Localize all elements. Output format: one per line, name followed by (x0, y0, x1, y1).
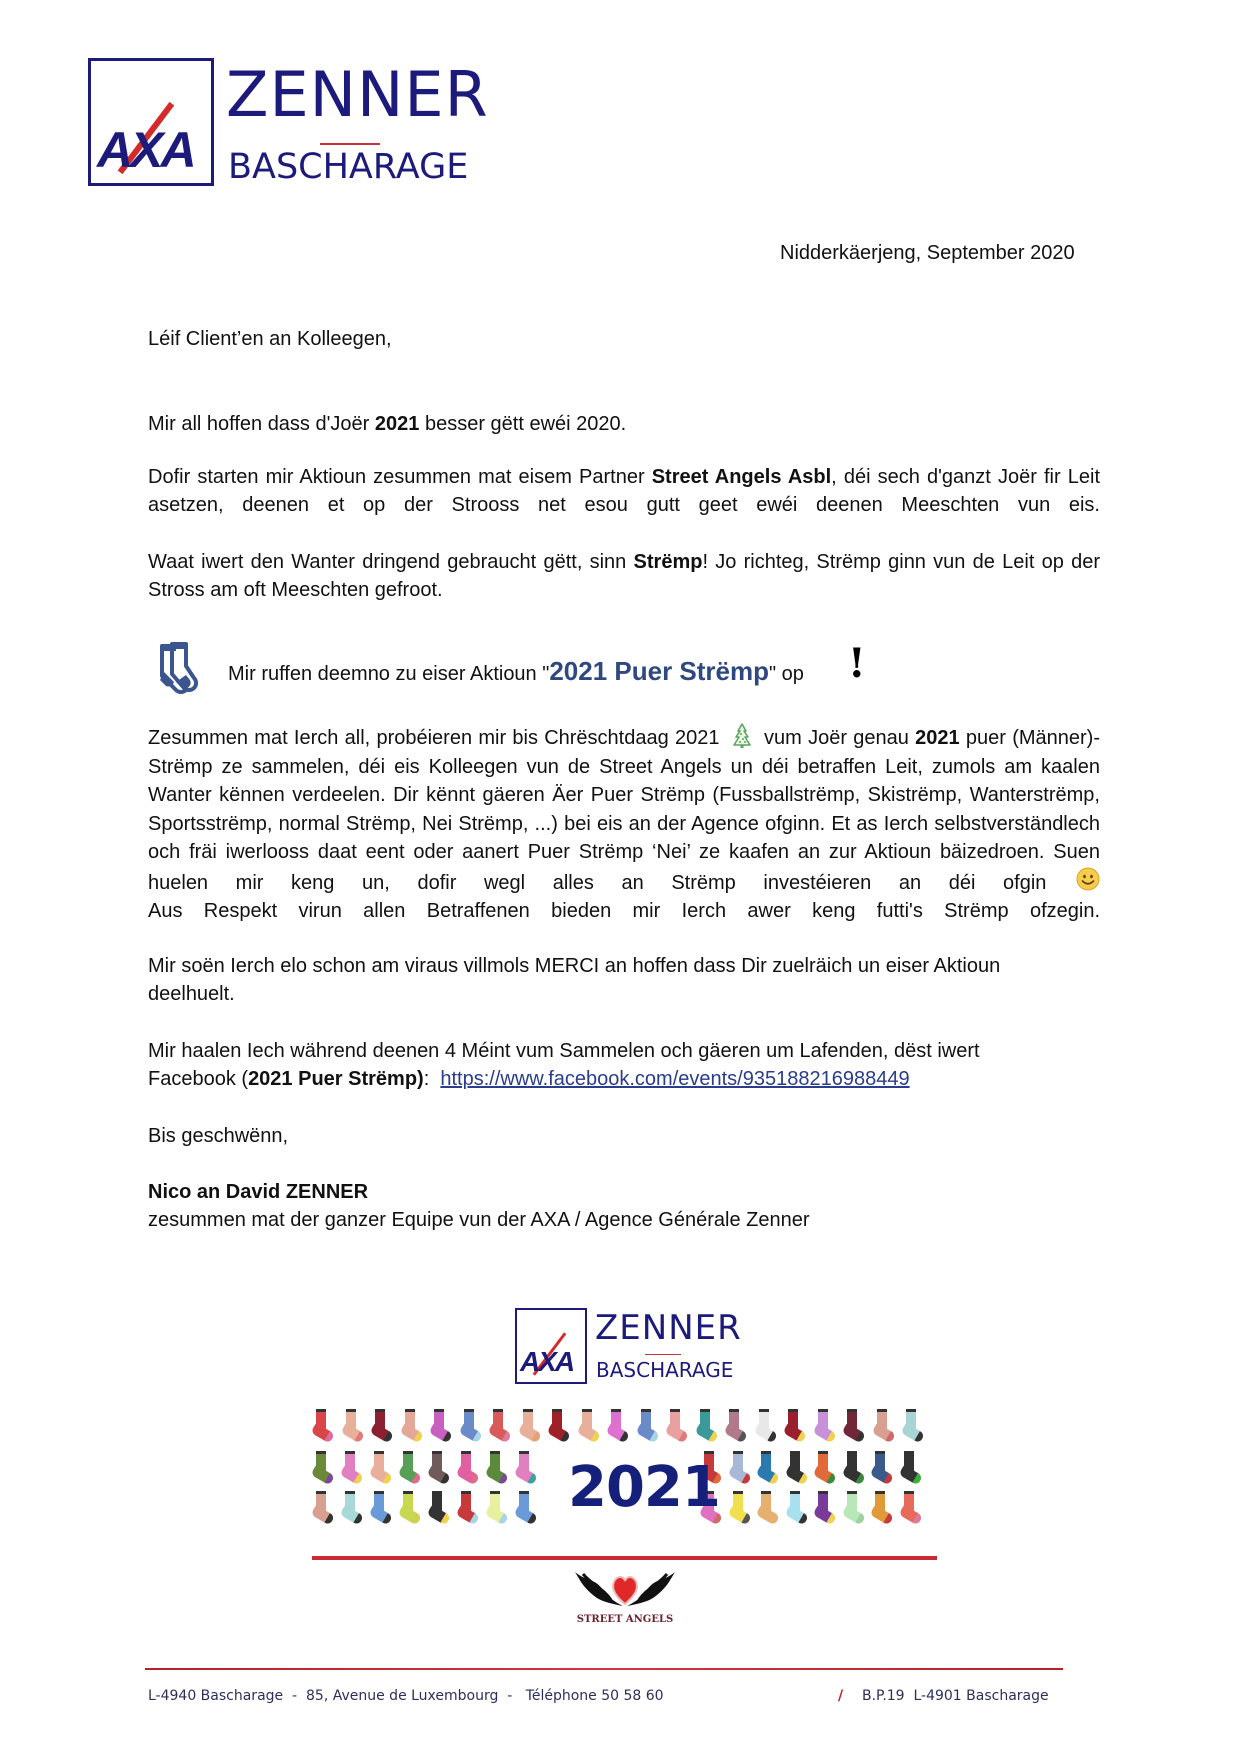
sock-foot (665, 1423, 690, 1444)
sock-icon (875, 1409, 891, 1437)
sock-cuff (432, 1451, 442, 1454)
sock-icon (372, 1451, 388, 1479)
p6-bold-campaign: 2021 Puer Strëmp) (248, 1068, 424, 1090)
footer-po-box: B.P.19 L-4901 Bascharage (862, 1688, 1049, 1704)
sock-cuff (345, 1451, 355, 1454)
sock-cuff (316, 1409, 326, 1412)
sock-foot (311, 1505, 336, 1526)
p1-text-2: besser gëtt ewéi 2020. (419, 413, 627, 435)
sock-cuff (346, 1409, 356, 1412)
paragraph-intro (148, 410, 1100, 438)
banner-logo-location: BASCHARAGE (596, 1358, 734, 1382)
sock-foot (756, 1505, 781, 1526)
sock-cuff (761, 1491, 771, 1494)
p4-text-1: Zesummen mat Ierch all, probéieren mir bis Chrëschtdaag 2021 (148, 727, 720, 749)
sock-foot (870, 1465, 895, 1486)
sock-icon (902, 1491, 918, 1519)
p3-bold-socks: Strëmp (633, 551, 703, 573)
sock-icon (401, 1491, 417, 1519)
sock-foot (398, 1465, 423, 1486)
axa-logo-mark: AXA (97, 122, 194, 178)
p1-text-1: Mir all hoffen dass d'Joër (148, 413, 375, 435)
sock-icon (816, 1491, 832, 1519)
sock-icon (668, 1409, 684, 1437)
sock-cuff (904, 1491, 914, 1494)
sock-icon (788, 1451, 804, 1479)
sock-cuff (523, 1409, 533, 1412)
sock-icon (759, 1451, 775, 1479)
sock-cuff (733, 1491, 743, 1494)
p3-text-1: Waat iwert den Wanter dringend gebraucht gëtt, sinn (148, 551, 634, 573)
p4-text-2: vum Joër genau (764, 727, 916, 749)
sock-icon (639, 1409, 655, 1437)
sock-icon (430, 1491, 446, 1519)
header-logo (88, 58, 489, 187)
sock-foot (340, 1423, 365, 1444)
sock-cuff (733, 1451, 743, 1454)
sock-cuff (759, 1409, 769, 1412)
banner-logo-name: ZENNER (595, 1308, 742, 1348)
logo-location: BASCHARAGE (228, 147, 469, 187)
sock-foot (427, 1465, 452, 1486)
sock-foot (753, 1423, 778, 1444)
sock-icon (373, 1409, 389, 1437)
sock-icon (698, 1409, 714, 1437)
signature-name (148, 1178, 368, 1206)
sock-icon (609, 1409, 625, 1437)
axa-logo-box (88, 58, 214, 186)
sock-foot (727, 1465, 752, 1486)
sock-cuff (904, 1451, 914, 1454)
sock-cuff (761, 1451, 771, 1454)
sock-foot (456, 1465, 481, 1486)
logo-name: ZENNER (226, 58, 489, 131)
sock-icon (904, 1409, 920, 1437)
p4-text-4: Aus Respekt virun allen Betraffenen bieden mir Ierch awer keng futti's Strëmp ofzegin. (148, 900, 1100, 922)
sock-foot (427, 1505, 452, 1526)
sock-icon (902, 1451, 918, 1479)
sock-foot (901, 1423, 926, 1444)
logo-divider (320, 143, 380, 145)
sock-foot (311, 1465, 336, 1486)
sock-icon (873, 1451, 889, 1479)
footer-separator: / (838, 1688, 844, 1704)
footer-rule (145, 1668, 1063, 1670)
callout-text-2: " op (769, 663, 804, 685)
sock-foot (485, 1465, 510, 1486)
sock-cuff (405, 1409, 415, 1412)
sock-cuff (464, 1409, 474, 1412)
greeting: Léif Client’en an Kolleegen, (148, 328, 392, 350)
sock-foot (727, 1505, 752, 1526)
sock-foot (898, 1465, 923, 1486)
christmas-tree-icon (732, 723, 752, 749)
sock-cuff (611, 1409, 621, 1412)
sock-icon (580, 1409, 596, 1437)
sock-icon (372, 1491, 388, 1519)
sock-cuff (403, 1491, 413, 1494)
sock-cuff (316, 1451, 326, 1454)
sock-cuff (818, 1491, 828, 1494)
sock-cuff (818, 1409, 828, 1412)
sock-foot (635, 1423, 660, 1444)
banner-year: 2021 (568, 1455, 720, 1520)
sock-icon (517, 1491, 533, 1519)
sock-icon (873, 1491, 889, 1519)
sock-cuff (519, 1491, 529, 1494)
sock-cuff (704, 1451, 714, 1454)
sock-foot (576, 1423, 601, 1444)
sock-icon (459, 1491, 475, 1519)
banner-logo (515, 1308, 742, 1384)
p2-text-2: , déi sech d'ganzt Joër fir Leit asetzen, deenen et op der Strooss net esou gutt geet ewéi deenen Meeschten vun eis. (148, 466, 1101, 516)
sock-icon (488, 1451, 504, 1479)
sock-foot (841, 1505, 866, 1526)
sock-icon (816, 1409, 832, 1437)
sock-cuff (316, 1491, 326, 1494)
sock-icon (343, 1451, 359, 1479)
place-date: Nidderkäerjeng, September 2020 (780, 242, 1075, 264)
sock-cuff (582, 1409, 592, 1412)
sock-cuff (790, 1451, 800, 1454)
sock-foot (399, 1423, 424, 1444)
sock-cuff (490, 1451, 500, 1454)
callout-text-1: Mir ruffen deemno zu eiser Aktioun " (228, 663, 550, 685)
paragraph-need (148, 548, 1100, 604)
sock-icon (731, 1491, 747, 1519)
sock-icon (845, 1409, 861, 1437)
sock-cuff (552, 1409, 562, 1412)
sock-icon (314, 1491, 330, 1519)
sock-foot (340, 1505, 365, 1526)
sock-cuff (641, 1409, 651, 1412)
sock-foot (514, 1465, 539, 1486)
sock-cuff (818, 1451, 828, 1454)
sock-cuff (493, 1409, 503, 1412)
sock-foot (370, 1423, 395, 1444)
p3-text-2: ! Jo richteg, Strëmp ginn vun de Leit op der Stross am oft Meeschten gefroot. (148, 551, 1100, 601)
p4-bold-count: 2021 (915, 727, 960, 749)
sock-cuff (700, 1409, 710, 1412)
banner-logo-divider (645, 1354, 681, 1355)
sock-icon (403, 1409, 419, 1437)
sock-cuff (847, 1451, 857, 1454)
sock-foot (842, 1423, 867, 1444)
sock-foot (369, 1465, 394, 1486)
campaign-title: 2021 Puer Strëmp (549, 656, 770, 686)
sock-cuff (375, 1409, 385, 1412)
sock-cuff (875, 1451, 885, 1454)
paragraph-thanks: Mir soën Ierch elo schon am viraus villmols MERCI an hoffen dass Dir zuelräich un eiser Aktioun deelhuelt. (148, 955, 1001, 1005)
sock-icon (517, 1451, 533, 1479)
sock-foot (724, 1423, 749, 1444)
sock-icon (459, 1451, 475, 1479)
sock-foot (514, 1505, 539, 1526)
sock-foot (311, 1423, 336, 1444)
sock-cuff (788, 1409, 798, 1412)
signature-line: zesummen mat der ganzer Equipe vun der AXA / Agence Générale Zenner (148, 1209, 810, 1231)
p4-text-3: puer (Männer)-Strëmp ze sammelen, déi eis Kolleegen vun de Street Angels un déi betraffen Leit, zumols am kaalen Wanter kënnen verdeelen. Dir kënnt gäeren Äer Puer Strëmp (Fussballstrëmp, Skistrëmp, Wanterstrëmp, Sportsstrëmp, normal Strëmp, Nei Strëmp, ...) bei eis an der Agence ofginn. Et as Ierch selbstverständlech och fräi iwerlooss daat eent oder aanert Puer Strëmp ‘Nei’ ze kaafen an zur Aktioun bäizedroen. Suen huelen mir keng un, dofir wegl alles an Strëmp investéieren an déi ofgin (148, 727, 1100, 894)
sock-foot (456, 1505, 481, 1526)
sock-cuff (906, 1409, 916, 1412)
sock-foot (898, 1505, 923, 1526)
sock-cuff (345, 1491, 355, 1494)
sock-foot (813, 1465, 838, 1486)
sock-cuff (847, 1491, 857, 1494)
sock-cuff (490, 1491, 500, 1494)
sock-foot (694, 1423, 719, 1444)
sock-foot (517, 1423, 542, 1444)
p1-bold-year: 2021 (374, 413, 420, 435)
sock-cuff (519, 1451, 529, 1454)
sock-cuff (875, 1491, 885, 1494)
sock-foot (369, 1505, 394, 1526)
sock-foot (871, 1423, 896, 1444)
sock-icon (488, 1491, 504, 1519)
sock-icon (757, 1409, 773, 1437)
banner-axa-logo-mark: AXA (520, 1346, 574, 1377)
sock-foot (547, 1423, 572, 1444)
sock-icon (343, 1491, 359, 1519)
p2-bold-partner: Street Angels Asbl (651, 466, 832, 488)
sock-foot (340, 1465, 365, 1486)
sock-foot (485, 1505, 510, 1526)
sock-icon (727, 1409, 743, 1437)
street-angels-text: STREET ANGELS (576, 1614, 674, 1625)
banner-red-rule (312, 1556, 937, 1560)
sock-icon (314, 1409, 330, 1437)
campaign-callout (150, 640, 910, 700)
closing: Bis geschwënn, (148, 1125, 289, 1147)
p6-text-1: Mir haalen Iech während deenen 4 Méint vum Sammelen och gäeren um Lafenden, dëst iwert Facebook ( (148, 1040, 980, 1090)
smiley-icon (1076, 867, 1100, 891)
sock-foot (784, 1505, 809, 1526)
street-angels-logo (565, 1568, 685, 1630)
sock-icon (462, 1409, 478, 1437)
sock-cuff (374, 1451, 384, 1454)
sock-icon (816, 1451, 832, 1479)
sock-icon (845, 1491, 861, 1519)
sock-foot (756, 1465, 781, 1486)
sock-foot (841, 1465, 866, 1486)
socks-icon (152, 642, 200, 694)
sock-icon (845, 1451, 861, 1479)
sock-foot (813, 1505, 838, 1526)
paragraph-partner (148, 463, 1100, 519)
sock-cuff (461, 1451, 471, 1454)
sock-cuff (403, 1451, 413, 1454)
sock-icon (788, 1491, 804, 1519)
winged-heart-icon (573, 1568, 677, 1612)
sock-cuff (670, 1409, 680, 1412)
sock-foot (398, 1505, 423, 1526)
sock-cuff (847, 1409, 857, 1412)
sock-foot (429, 1423, 454, 1444)
sock-icon (401, 1451, 417, 1479)
callout-text (228, 657, 804, 688)
paragraph-campaign (148, 723, 1100, 926)
p2-text-1: Dofir starten mir Aktioun zesummen mat eisem Partner (148, 466, 652, 488)
sock-foot (458, 1423, 483, 1444)
sock-cuff (374, 1491, 384, 1494)
sock-foot (870, 1505, 895, 1526)
sock-icon (759, 1491, 775, 1519)
sock-cuff (432, 1491, 442, 1494)
callout-exclamation: ! (848, 640, 866, 687)
sock-foot (606, 1423, 631, 1444)
sock-icon (731, 1451, 747, 1479)
sock-icon (491, 1409, 507, 1437)
sock-icon (432, 1409, 448, 1437)
banner-axa-logo-box (515, 1308, 587, 1384)
sock-icon (550, 1409, 566, 1437)
sock-cuff (877, 1409, 887, 1412)
sock-cuff (461, 1491, 471, 1494)
p6-text-2: : (423, 1068, 441, 1090)
footer-address: L-4940 Bascharage - 85, Avenue de Luxembourg - Téléphone 50 58 60 (148, 1688, 664, 1704)
facebook-event-link[interactable]: https://www.facebook.com/events/935188216988449 (440, 1068, 910, 1090)
sock-icon (314, 1451, 330, 1479)
sock-foot (783, 1423, 808, 1444)
sock-cuff (434, 1409, 444, 1412)
sock-cuff (790, 1491, 800, 1494)
sock-icon (786, 1409, 802, 1437)
sock-foot (784, 1465, 809, 1486)
sock-foot (812, 1423, 837, 1444)
sock-icon (521, 1409, 537, 1437)
sock-cuff (729, 1409, 739, 1412)
signature-name-text: Nico an David ZENNER (148, 1181, 369, 1203)
sock-icon (430, 1451, 446, 1479)
paragraph-facebook (148, 1037, 1048, 1093)
sock-foot (488, 1423, 513, 1444)
sock-icon (344, 1409, 360, 1437)
